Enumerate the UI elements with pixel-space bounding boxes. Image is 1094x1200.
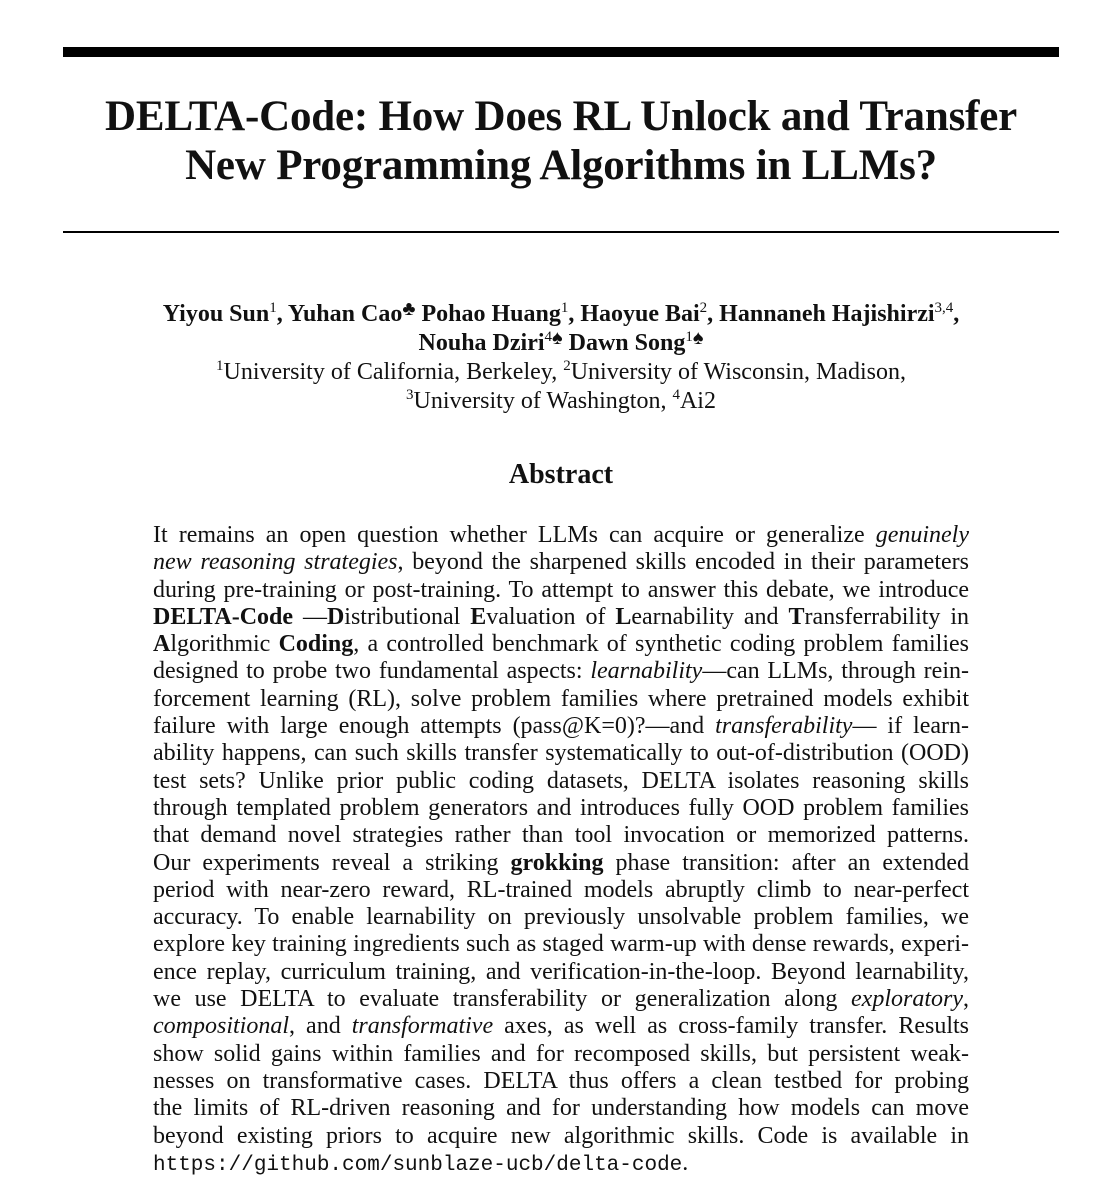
abstract-line: accuracy. To enable learnability on previously unsolvable problem families, we	[153, 904, 969, 931]
abstract-line: we use DELTA to evaluate transferability or generalization along exploratory,	[153, 986, 969, 1013]
author-block	[63, 300, 1059, 416]
abstract-line: forcement learning (RL), solve problem families where pretrained models exhibit	[153, 685, 969, 712]
abstract-line: designed to probe two fundamental aspects: learnability—can LLMs, through rein-	[153, 658, 969, 685]
abstract-line: compositional, and transformative axes, as well as cross-family transfer. Results	[153, 1013, 970, 1040]
spade-icon: ♠	[552, 327, 563, 349]
abstract-line: Our experiments reveal a striking grokking phase transition: after an extended	[153, 849, 969, 876]
author-affiliation: 1	[269, 300, 277, 316]
author-affiliation: 3,4	[934, 300, 954, 316]
author-name: Pohao Huang	[421, 301, 561, 327]
affiliation-line-2	[63, 387, 1059, 416]
affiliation-name: University of Washington,	[413, 388, 667, 414]
affiliation-number: 2	[563, 358, 571, 374]
author-affiliation: 4	[544, 329, 553, 345]
affiliation-line-1	[63, 358, 1059, 387]
abstract-line: DELTA-Code —Distributional Evaluation of Learnability and Transferrability in	[153, 603, 970, 630]
abstract-line: period with near-zero reward, RL-trained models abruptly climb to near-perfect	[153, 876, 969, 903]
abstract-text	[153, 522, 969, 1150]
abstract-line: new reasoning strategies, beyond the sharpened skills encoded in their parameters	[153, 549, 969, 576]
author-name: Yiyou Sun	[162, 301, 270, 327]
abstract-line: ability happens, can such skills transfer systematically to out-of-distribution (OOD)	[153, 740, 969, 767]
abstract-line: ence replay, curriculum training, and verification-in-the-loop. Beyond learnability,	[153, 958, 969, 985]
abstract-line: through templated problem generators and introduces fully OOD problem families	[153, 794, 969, 821]
author-name: Yuhan Cao	[287, 301, 403, 327]
title-line-2: New Programming Algorithms in LLMs?	[185, 142, 937, 189]
abstract-line: the limits of RL-driven reasoning and for understanding how models can move	[153, 1095, 969, 1122]
affiliation-number: 3	[406, 387, 414, 403]
author-name: Nouha Dziri	[418, 330, 545, 356]
paper-title	[63, 92, 1059, 190]
abstract-line: nesses on transformative cases. DELTA thus offers a clean testbed for probing	[153, 1067, 969, 1094]
title-line-1: DELTA-Code: How Does RL Unlock and Transfer	[104, 93, 1018, 140]
abstract-line: that demand novel strategies rather than tool invocation or memorized patterns.	[153, 822, 969, 849]
abstract-line: explore key training ingredients such as staged warm-up with dense rewards, experi-	[153, 931, 969, 958]
abstract-line: show solid gains within families and for recomposed skills, but persistent weak-	[153, 1040, 969, 1067]
author-affiliation: 1	[560, 300, 569, 316]
affiliation-name: Ai2	[679, 388, 716, 414]
author-line-1: Yiyou Sun$^1$, Yuhan Cao♣ Pohao Huang$^1$, Haoyue Bai$^2$, Hannaneh Hajishirzi$^{3,4}$,	[162, 298, 960, 327]
abstract-line: It remains an open question whether LLMs can acquire or generalize genuinely	[153, 522, 969, 548]
author-name: Dawn Song	[568, 330, 686, 356]
author-line-2	[63, 329, 1059, 358]
abstract-line: test sets? Unlike prior public coding datasets, DELTA isolates reasoning skills	[153, 767, 969, 794]
abstract-heading: Abstract	[508, 459, 614, 490]
affiliation-name: University of Wisconsin, Madison,	[570, 359, 906, 385]
club-icon: ♣	[402, 298, 416, 320]
title-bottom-rule	[63, 231, 1059, 233]
abstract-final-line	[153, 1150, 969, 1177]
abstract-line: beyond existing priors to acquire new algorithmic skills. Code is available in	[153, 1122, 969, 1149]
top-rule	[63, 47, 1059, 57]
abstract-body	[153, 522, 969, 1177]
spade-icon: ♠	[692, 327, 704, 349]
abstract-line: Algorithmic Coding, a controlled benchmark of synthetic coding problem families	[153, 631, 970, 658]
abstract-line: during pre-training or post-training. To attempt to answer this debate, we introduce	[153, 576, 969, 603]
code-link[interactable]: https://github.com/sunblaze-ucb/delta-code	[153, 1153, 683, 1177]
author-name: Haoyue Bai	[580, 301, 700, 327]
code-link-suffix: .	[682, 1149, 689, 1176]
author-name: Hannaneh Hajishirzi	[719, 301, 935, 327]
author-affiliation: 1	[685, 329, 693, 345]
affiliation-number: 4	[672, 387, 680, 403]
abstract-line: failure with large enough attempts (pass@K=0)?—and transferability— if learn-	[153, 713, 969, 740]
affiliation-name: University of California, Berkeley,	[223, 359, 558, 385]
affiliation-number: 1	[216, 358, 224, 374]
author-affiliation: 2	[699, 300, 708, 316]
